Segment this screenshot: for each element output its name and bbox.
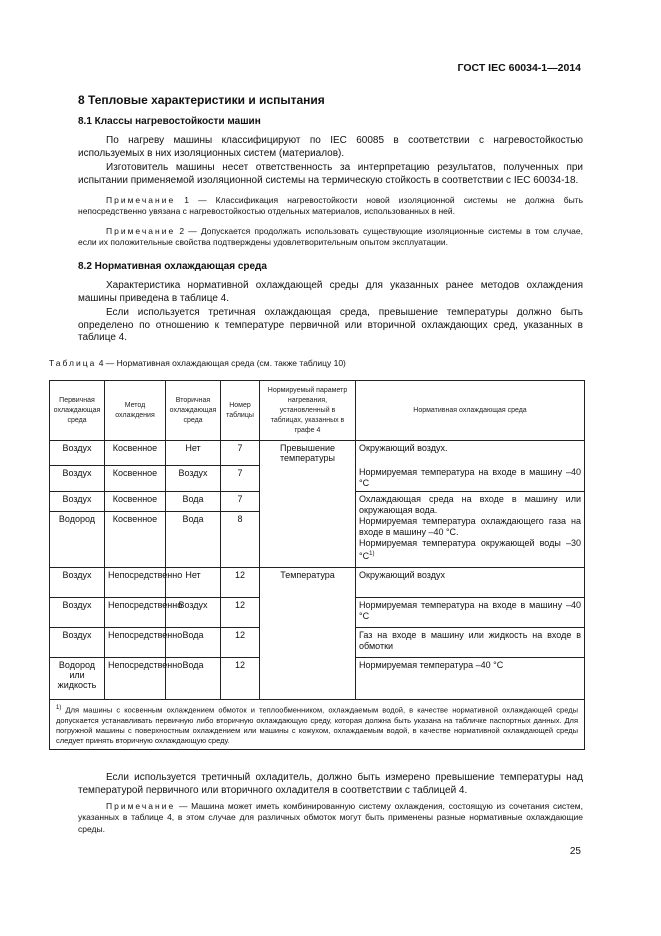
cell-table-no: 7 (221, 492, 260, 512)
table-caption (49, 358, 346, 368)
cell-primary: Воздух (50, 598, 105, 628)
medium-2a: Охлаждающая среда на входе в машину или окружающая вода. (359, 494, 581, 515)
cell-method: Косвенное (105, 492, 166, 512)
cell-medium-5: Газ на входе в машину или жидкость на входе в обмотки (356, 628, 585, 658)
cell-param-empty (260, 658, 356, 700)
table-row (50, 492, 585, 512)
table-row (50, 441, 585, 466)
subsection-8-2-title: 8.2 Нормативная охлаждающая среда (78, 261, 267, 272)
s81-note-2 (78, 226, 583, 249)
s81-paragraph-1: По нагреву машины классифицируют по IEC 60085 в соответствии с нагревостойкостью используемых в них изоляционных систем (материалов). (78, 135, 583, 159)
cell-secondary: Нет (166, 441, 221, 466)
cell-primary: Водород или жидкость (50, 658, 105, 700)
table-row (50, 568, 585, 598)
cell-method: Непосредственно (105, 628, 166, 658)
header-reference-medium: Нормативная охлаждающая среда (356, 381, 585, 441)
medium-2b: Нормируемая температура охлаждающего газа на входе в машину –40 °С. (359, 516, 581, 537)
cell-primary: Водород (50, 512, 105, 568)
cell-medium-6: Нормируемая температура –40 °С (356, 658, 585, 700)
s81-paragraph-2: Изготовитель машины несет ответственность за интерпретацию результатов, полученных при испытании применяемой изоляционной системы на термическую стойкость в соответствии с IEC 60034-18. (78, 162, 583, 186)
cell-table-no: 7 (221, 465, 260, 492)
table-row (50, 628, 585, 658)
table-caption-text: 4 — Нормативная охлаждающая среда (см. также таблицу 10) (96, 358, 346, 368)
table-row (50, 465, 585, 492)
cell-method: Косвенное (105, 441, 166, 466)
cell-method: Непосредственно (105, 568, 166, 598)
table-row (50, 598, 585, 628)
cell-secondary: Нет (166, 568, 221, 598)
cell-secondary: Воздух (166, 465, 221, 492)
cell-secondary: Вода (166, 492, 221, 512)
table-header-row (50, 381, 585, 441)
cell-table-no: 12 (221, 568, 260, 598)
header-cooling-method: Метод охлаждения (105, 381, 166, 441)
param-temp-text: Температура (280, 570, 335, 580)
subsection-8-1-title: 8.1 Классы нагревостойкости машин (78, 116, 261, 127)
cell-primary: Воздух (50, 492, 105, 512)
medium-2c-text: Нормируемая температура окружающей воды –30 °С (359, 538, 581, 561)
cell-secondary: Вода (166, 628, 221, 658)
cell-primary: Воздух (50, 465, 105, 492)
cell-primary: Воздух (50, 568, 105, 598)
medium-2c-footnote-ref: 1) (369, 551, 375, 557)
after-note (78, 801, 583, 835)
cell-param-empty (260, 628, 356, 658)
note-text: — Машина может иметь комбинированную систему охлаждения, состоящую из сочетания систем, указанных в таблице 4, в этом случае для различных обмоток могут быть применены разные нормативные охлаждающие среды. (78, 801, 583, 834)
cell-method: Косвенное (105, 465, 166, 492)
note-label: Примечание (106, 195, 176, 205)
cell-medium-2 (356, 492, 585, 568)
cell-param-temp (260, 568, 356, 598)
cell-method: Косвенное (105, 512, 166, 568)
note-text: 1 — Классификация нагревостойкости новой изоляционной системы не должна быть непосредственно увязана с нагревостойкостью отдельных материалов, использованных в ней. (78, 195, 583, 217)
header-primary-medium: Первичная охлаждающая среда (50, 381, 105, 441)
medium-2c (359, 538, 581, 562)
footnote-text: Для машины с косвенным охлаждением обмоток и теплообменником, охлаждаемым водой, в качестве нормативной охлаждающей среды допускается устанавливать первичную либо вторичную охлаждающую среду, которая должна быть указана на табличке паспортных данных. Для погружной машины с поверхностным охлаждением или машины с кожухом, охлаждаемым водой, в качестве нормативной охлаждающей среды следует принять вторичную охлаждающую среду. (56, 705, 578, 746)
cell-medium-3: Окружающий воздух (356, 568, 585, 598)
cell-method: Непосредственно (105, 598, 166, 628)
section-title: 8 Тепловые характеристики и испытания (78, 93, 325, 107)
table-footnote-row (50, 700, 585, 750)
cell-param-empty (260, 512, 356, 568)
s81-note-1 (78, 195, 583, 218)
cell-primary: Воздух (50, 628, 105, 658)
cooling-medium-table (49, 380, 585, 750)
cell-medium-1a: Окружающий воздух. (356, 441, 585, 466)
cell-param-empty (260, 492, 356, 512)
document-code: ГОСТ IEC 60034-1—2014 (457, 62, 581, 74)
table-row (50, 658, 585, 700)
after-paragraph: Если используется третичный охладитель, должно быть измерено превышение температуры над температурой первичного или вторичного охладителя в соответствии с таблицей 4. (78, 772, 583, 796)
cell-primary: Воздух (50, 441, 105, 466)
header-parameter: Нормируемый параметр нагревания, установленный в таблицах, указанных в графе 4 (260, 381, 356, 441)
cell-table-no: 12 (221, 628, 260, 658)
cell-param-rise (260, 441, 356, 466)
note-label: Примечание (106, 226, 176, 236)
cell-secondary: Вода (166, 512, 221, 568)
cell-medium-1b: Нормируемая температура на входе в машину –40 °С (356, 465, 585, 492)
cell-table-no: 7 (221, 441, 260, 466)
table-footnote (50, 700, 585, 750)
cell-table-no: 12 (221, 658, 260, 700)
note-text: 2 — Допускается продолжать использовать существующие изоляционные системы в том случае, если их положительные свойства подтверждены удовлетворительным опытом эксплуатации. (78, 226, 583, 248)
header-table-number: Номер таблицы (221, 381, 260, 441)
cell-medium-4: Нормируемая температура на входе в машину –40 °С (356, 598, 585, 628)
cell-method: Непосредственно (105, 658, 166, 700)
page-number: 25 (569, 846, 581, 857)
note-label: Примечание (106, 801, 176, 811)
cell-table-no: 8 (221, 512, 260, 568)
table-caption-label: Таблица (49, 358, 97, 368)
s82-paragraph-1: Характеристика нормативной охлаждающей среды для указанных ранее методов охлаждения машины приведена в таблице 4. (78, 280, 583, 304)
footnote-marker: 1) (56, 705, 62, 711)
s82-paragraph-2: Если используется третичная охлаждающая среда, превышение температуры должно быть определено по отношению к температуре первичной или вторичной охлаждающих сред, указанных в таблице 4. (78, 307, 583, 344)
cell-param-empty (260, 598, 356, 628)
cell-param-empty (260, 465, 356, 492)
param-rise-text: Превышение температуры (279, 443, 335, 463)
cell-secondary: Воздух (166, 598, 221, 628)
cell-secondary: Вода (166, 658, 221, 700)
header-secondary-medium: Вторичная охлаждающая среда (166, 381, 221, 441)
cell-table-no: 12 (221, 598, 260, 628)
